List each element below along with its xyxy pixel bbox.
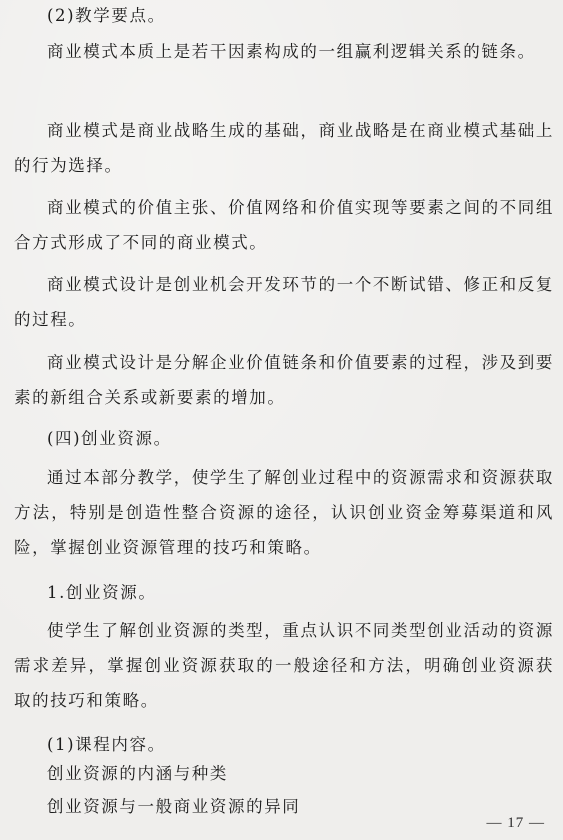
section-heading-startup-resources: (四)创业资源。: [47, 429, 172, 448]
subheading-teaching-points: (2)教学要点。: [47, 6, 166, 25]
paragraph: 通过本部分教学，使学生了解创业过程中的资源需求和资源获取方法，特别是创造性整合资源的途径，认识创业资金筹募渠道和风险，掌握创业资源管理的技巧和策略。: [14, 468, 554, 557]
list-item: 创业资源与一般商业资源的异同: [47, 797, 301, 816]
list-item: 创业资源的内涵与种类: [47, 764, 228, 783]
paragraph: 商业模式的价值主张、价值网络和价值实现等要素之间的不同组合方式形成了不同的商业模式。: [14, 198, 554, 252]
paragraph: 商业模式设计是分解企业价值链条和价值要素的过程，涉及到要素的新组合关系或新要素的增加。: [14, 353, 554, 407]
subsection-heading: 1.创业资源。: [47, 583, 157, 602]
paragraph: 使学生了解创业资源的类型，重点认识不同类型创业活动的资源需求差异，掌握创业资源获取的一般途径和方法，明确创业资源获取的技巧和策略。: [14, 621, 554, 710]
paragraph: 商业模式设计是创业机会开发环节的一个不断试错、修正和反复的过程。: [14, 275, 554, 329]
paragraph: 商业模式本质上是若干因素构成的一组赢利逻辑关系的链条。: [47, 42, 536, 61]
paragraph: 商业模式是商业战略生成的基础，商业战略是在商业模式基础上的行为选择。: [14, 121, 554, 175]
page-number: — 17 —: [486, 815, 545, 831]
subheading-course-content: (1)课程内容。: [47, 735, 166, 754]
